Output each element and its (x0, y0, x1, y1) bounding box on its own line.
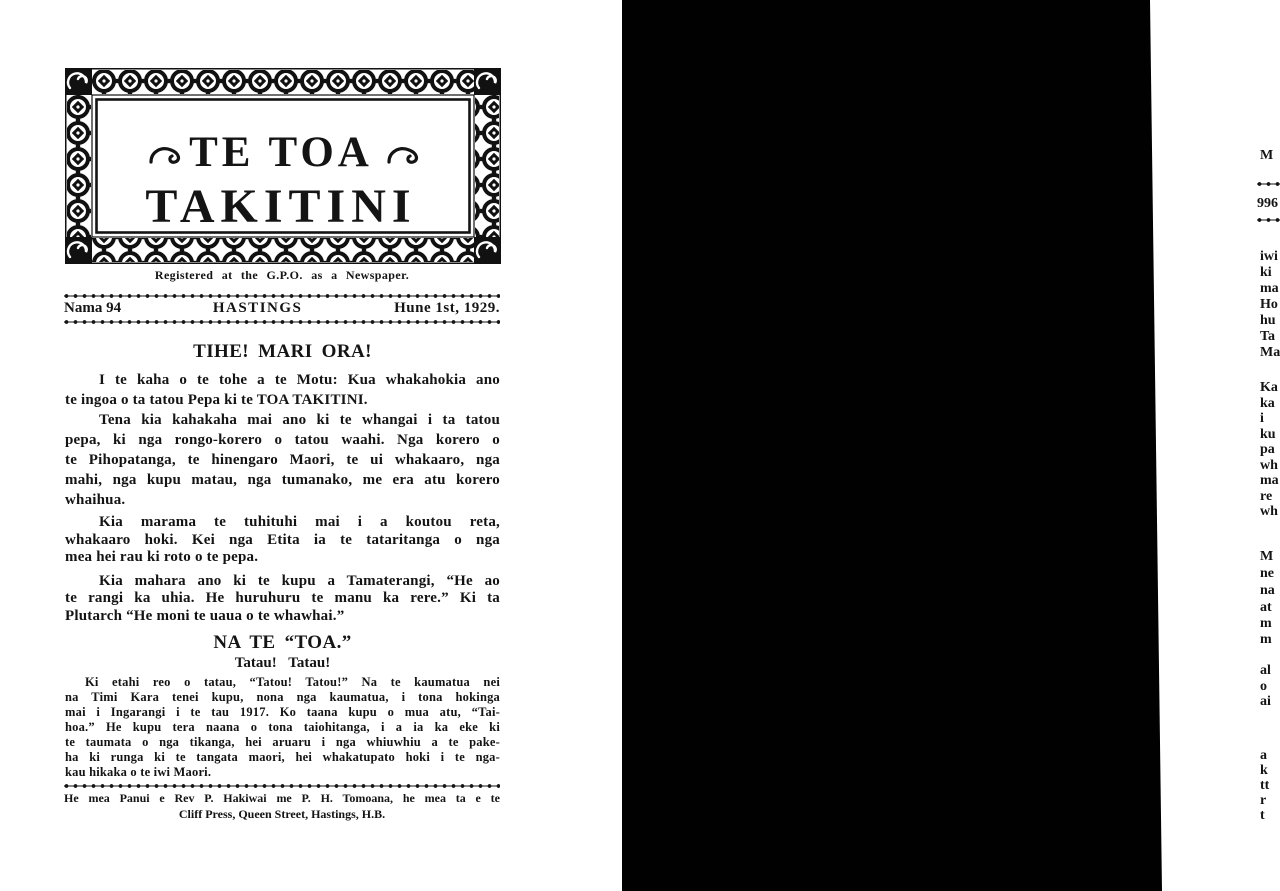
adjacent-page-fragment: iwi (1260, 249, 1278, 264)
adjacent-dotted-rule-2 (1257, 218, 1280, 222)
masthead-title-line1: TE TOA (189, 129, 373, 176)
paragraph-line: Plutarch “He moni te uaua o te whawhai.” (65, 607, 345, 624)
adjacent-dotted-rule-1 (1257, 182, 1280, 186)
article-subheading-2: Tatau! Tatau! (234, 655, 331, 671)
paragraph-line: te ingoa o ta tatou Pepa ki te TOA TAKITINI. (65, 392, 368, 408)
paragraph-line: whakaaro hoki. Kei nga Etita ia te tataritanga o nga (65, 531, 500, 548)
rosette-border-right (475, 70, 499, 262)
adjacent-page-fragment: M (1260, 549, 1274, 564)
adjacent-page-fragment: tt (1260, 778, 1270, 793)
imprint-line-2: Cliff Press, Queen Street, Hastings, H.B. (178, 807, 386, 821)
paragraph-line: hoa.” He kupu tera naana o tona taiohitanga, i a ia ka eke ki (65, 720, 500, 734)
paragraph-line: Kia mahara ano ki te kupu a Tamaterangi, “He ao (99, 572, 500, 589)
paragraph-line: Kia marama te tuhituhi mai i a koutou reta, (99, 514, 500, 530)
adjacent-page-fragment: i (1260, 411, 1264, 426)
adjacent-page-fragment: Ta (1260, 329, 1276, 344)
adjacent-page-fragment: Ma (1260, 345, 1280, 360)
adjacent-page-fragment: Ka (1260, 380, 1278, 395)
adjacent-page-fragment: a (1260, 748, 1267, 763)
masthead-title-line2: TAKITINI (145, 180, 417, 233)
paragraph-line: I te kaha o te tohe a te Motu: Kua whakahokia ano (99, 372, 500, 388)
issue-rule-top (64, 294, 500, 298)
adjacent-page-fragment: k (1260, 763, 1268, 778)
adjacent-page-fragment: o (1260, 679, 1267, 694)
imprint-rule (64, 784, 500, 788)
adjacent-page-fragment: ka (1260, 396, 1275, 411)
paragraph (65, 370, 500, 410)
adjacent-page-fragment: M (1260, 148, 1274, 163)
paragraph-line: mahi, nga kupu matau, nga tumanako, me era atu korero (65, 472, 500, 488)
paragraph-line: ha ki runga ki te tangata maori, hei whakatupato hoki i te nga- (65, 750, 500, 764)
imprint-line-1: He mea Panui e Rev P. Hakiwai me P. H. Tomoana, he mea ta e te (64, 791, 500, 805)
adjacent-page-fragment: re (1260, 489, 1273, 504)
issue-place: HASTINGS (212, 300, 303, 316)
rosette-border-top (67, 70, 499, 94)
issue-bar (64, 300, 500, 317)
masthead-frame (65, 68, 501, 264)
issue-rule-bottom (64, 320, 500, 324)
article-heading-2: NA TE “TOA.” (213, 632, 352, 653)
issue-number: Nama 94 (64, 300, 122, 316)
paragraph-line: kau hikaka o te iwi Maori. (65, 765, 212, 779)
adjacent-page-fragment: pa (1260, 442, 1275, 457)
paragraph-line: Ki etahi reo o tatau, “Tatou! Tatou!” Na te kaumatua nei (85, 675, 500, 689)
adjacent-page-fragment: t (1260, 808, 1265, 823)
rosette-border-left (67, 70, 91, 262)
issue-date: Hune 1st, 1929. (394, 300, 500, 316)
adjacent-page-fragment: ma (1260, 473, 1279, 488)
adjacent-page-fragment: al (1260, 663, 1271, 678)
article-heading-1: TIHE! MARI ORA! (193, 341, 372, 362)
adjacent-page-fragment: wh (1260, 504, 1278, 519)
adjacent-page-fragment: m (1260, 616, 1272, 631)
adjacent-page-fragment: ki (1260, 265, 1272, 280)
adjacent-page-fragment: ai (1260, 694, 1271, 709)
adjacent-page-fragment: wh (1260, 458, 1278, 473)
rosette-border-bottom (67, 238, 499, 262)
paragraph (65, 410, 500, 510)
adjacent-page-fragment: Ho (1260, 297, 1278, 312)
paragraph-line: te rangi ka uhia. He huruhuru te manu ka rere.” Ki ta (65, 590, 500, 606)
paragraph-line: mea hei rau ki roto o te pepa. (65, 549, 259, 565)
adjacent-page-fragment: 996 (1257, 196, 1278, 211)
adjacent-page-fragment: ne (1260, 566, 1274, 581)
adjacent-page-fragment: na (1260, 583, 1275, 598)
paragraph-line: Tena kia kahakaha mai ano ki te whangai i ta tatou (99, 412, 500, 428)
paragraph-line: whaihua. (65, 492, 126, 508)
adjacent-page-fragment: at (1260, 600, 1272, 615)
paragraph-line: te taumata o nga tikanga, hei aruaru i nga whiuwhiu a te pake- (65, 735, 500, 749)
scanner-background (622, 0, 1162, 891)
paragraph-line: mai i Ingarangi i te tau 1917. Ko taana kupu o mua atu, “Tai- (65, 705, 500, 719)
adjacent-page-fragment: m (1260, 632, 1272, 647)
adjacent-page-fragment: hu (1260, 313, 1276, 328)
adjacent-page-fragment: ku (1260, 427, 1276, 442)
paragraph-line: pepa, ki nga rongo-korero o tatou waahi. Nga korero o (65, 432, 500, 448)
paragraph-line: te Pihopatanga, te hinengaro Maori, te ui whakaaro, nga (65, 452, 500, 468)
registered-note: Registered at the G.P.O. as a Newspaper. (154, 268, 410, 282)
paragraph (65, 675, 500, 780)
article-column (65, 342, 500, 780)
adjacent-page-fragment: r (1260, 793, 1267, 808)
adjacent-page-fragment: ma (1260, 281, 1279, 296)
paragraph-line: na Timi Kara tenei kupu, nona nga kaumatua, i tona hokinga (65, 690, 500, 704)
paragraph (65, 573, 500, 626)
paragraph (65, 514, 500, 567)
imprint (64, 790, 500, 822)
